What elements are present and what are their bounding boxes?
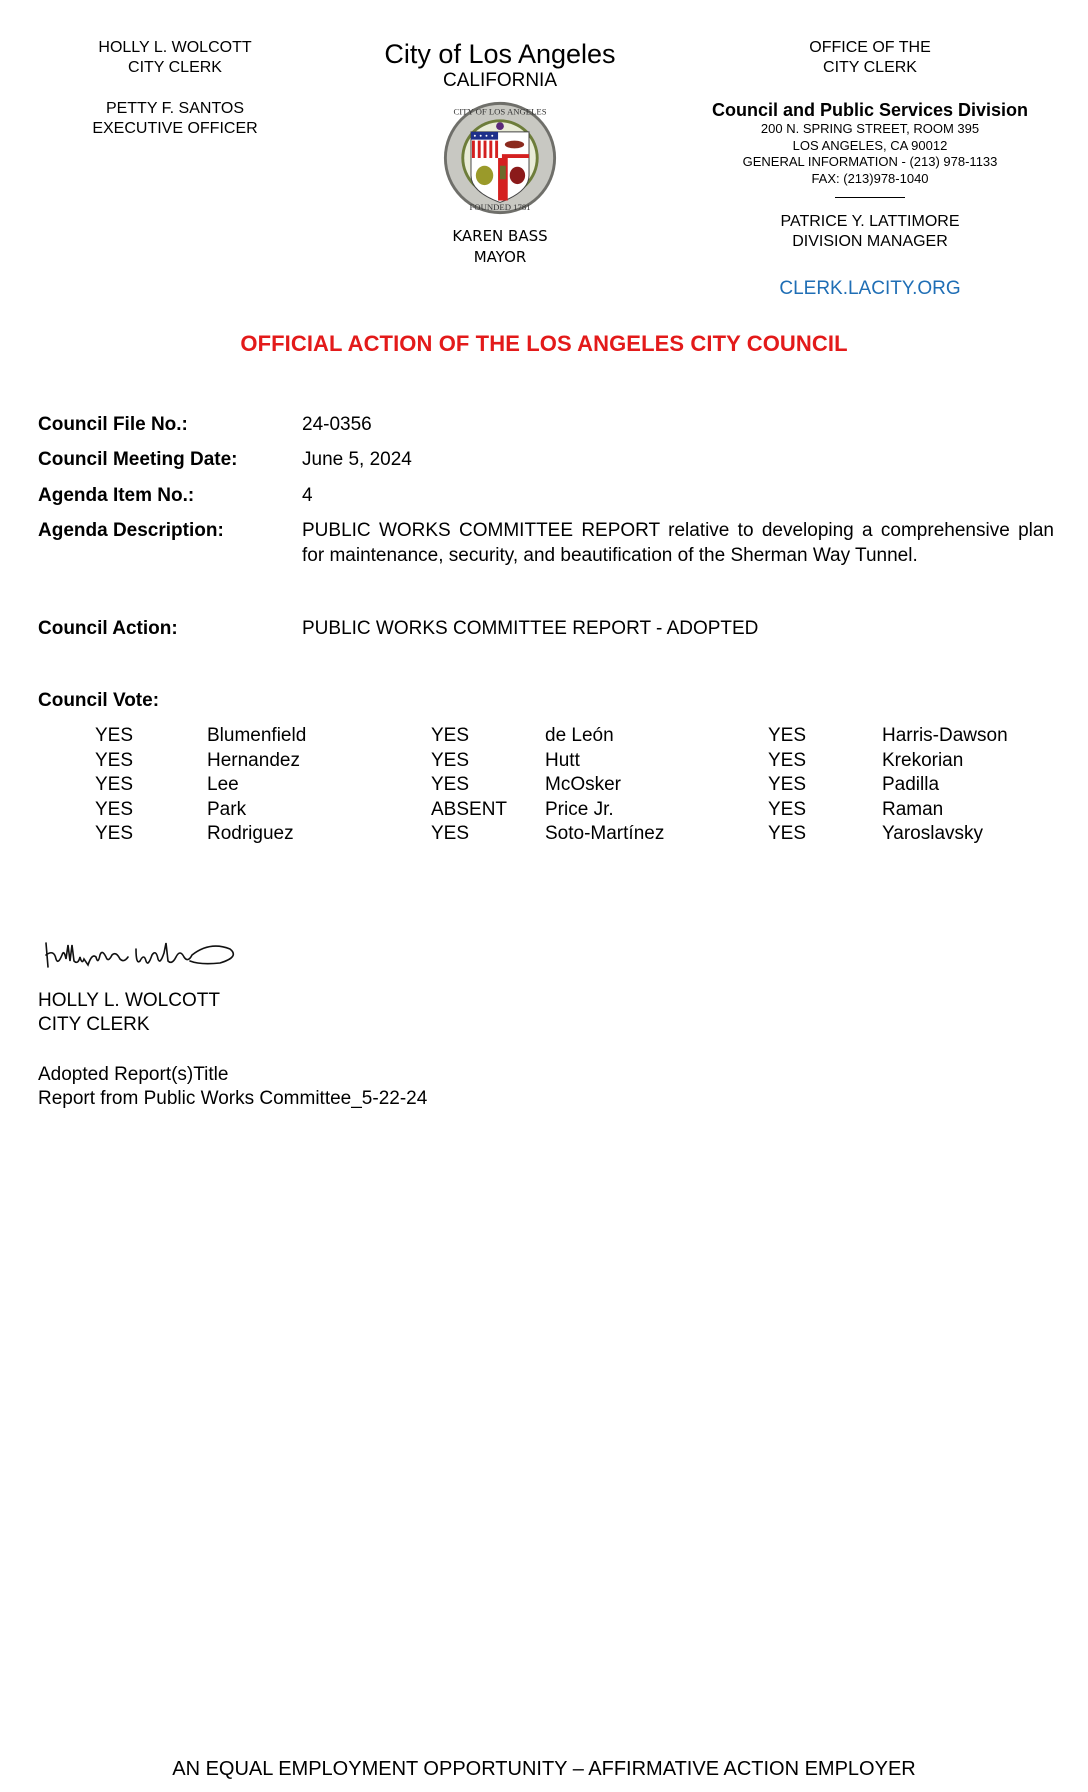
- city-title: City of Los Angeles: [384, 39, 616, 69]
- vote-value: YES: [768, 725, 807, 746]
- council-member-name: Yaroslavsky: [882, 823, 984, 844]
- clerk-name: HOLLY L. WOLCOTT: [98, 39, 252, 56]
- council-member-name: Price Jr.: [545, 798, 614, 820]
- vote-value: YES: [431, 823, 470, 844]
- manager-title: DIVISION MANAGER: [792, 233, 948, 250]
- clerk-title: CITY CLERK: [128, 59, 222, 76]
- agenda-item-label: Agenda Item No.:: [38, 485, 195, 506]
- mayor-name: KAREN BASS: [452, 227, 548, 245]
- council-member-name: Hernandez: [207, 749, 300, 771]
- signatory-block: [38, 989, 220, 1037]
- manager-name: PATRICE Y. LATTIMORE: [780, 213, 960, 230]
- vote-value: YES: [768, 749, 807, 771]
- seal-text-top: CITY OF LOS ANGELES: [453, 106, 547, 117]
- header-left-block: [40, 38, 310, 139]
- header-right-block: [680, 38, 1060, 300]
- address-line-1: 200 N. SPRING STREET, ROOM 395: [760, 121, 980, 136]
- vote-value: YES: [95, 823, 134, 844]
- vote-value: YES: [768, 798, 807, 820]
- adopted-reports-block: [38, 1063, 427, 1111]
- council-member-name: McOsker: [545, 774, 621, 795]
- adopted-report-item[interactable]: Report from Public Works Committee_5-22-24: [38, 1088, 428, 1109]
- address-line-2: LOS ANGELES, CA 90012: [792, 137, 948, 153]
- signature-icon: [40, 935, 250, 975]
- fax-number: FAX: (213)978-1040: [811, 170, 929, 186]
- city-seal-icon: [442, 100, 558, 216]
- agenda-description-value: PUBLIC WORKS COMMITTEE REPORT relative to developing a comprehensive plan for maintenance, security, and beautification of the Sherman Way Tunnel.: [302, 520, 1054, 566]
- general-info-phone: GENERAL INFORMATION - (213) 978-1133: [742, 154, 998, 169]
- vote-value: ABSENT: [431, 798, 508, 820]
- council-member-name: Blumenfield: [207, 725, 307, 746]
- office-line-2: CITY CLERK: [823, 59, 917, 76]
- agenda-description-label: Agenda Description:: [38, 520, 224, 541]
- mayor-title: MAYOR: [473, 248, 527, 266]
- council-action-value: PUBLIC WORKS COMMITTEE REPORT - ADOPTED: [302, 618, 759, 639]
- council-member-name: Park: [207, 798, 247, 820]
- council-action-label: Council Action:: [38, 618, 178, 639]
- signatory-title: CITY CLERK: [38, 1014, 150, 1035]
- executive-title: EXECUTIVE OFFICER: [92, 120, 258, 137]
- executive-name: PETTY F. SANTOS: [105, 100, 245, 117]
- agenda-item-value: 4: [302, 485, 313, 506]
- file-no-value: 24-0356: [302, 414, 372, 435]
- council-member-name: de León: [545, 725, 614, 746]
- signatory-name: HOLLY L. WOLCOTT: [38, 990, 220, 1011]
- office-line-1: OFFICE OF THE: [809, 39, 931, 56]
- council-vote-label: Council Vote:: [38, 690, 160, 711]
- council-member-name: Hutt: [545, 749, 580, 771]
- meeting-date-label: Council Meeting Date:: [38, 449, 238, 470]
- divider: [835, 197, 905, 198]
- vote-value: YES: [431, 725, 470, 746]
- council-member-name: Krekorian: [882, 749, 964, 771]
- meeting-date-value: June 5, 2024: [302, 449, 412, 470]
- council-member-name: Raman: [882, 798, 944, 820]
- mayor-block: [360, 226, 640, 268]
- vote-value: YES: [95, 749, 134, 771]
- vote-value: YES: [768, 774, 807, 795]
- vote-value: YES: [431, 774, 470, 795]
- vote-value: YES: [95, 774, 134, 795]
- adopted-reports-heading: Adopted Report(s)Title: [38, 1064, 229, 1085]
- division-name: Council and Public Services Division: [711, 100, 1029, 120]
- council-member-name: Lee: [207, 774, 239, 795]
- header-center-block: [360, 38, 640, 268]
- file-no-label: Council File No.:: [38, 414, 188, 435]
- council-member-name: Harris-Dawson: [882, 725, 1008, 746]
- website-link[interactable]: CLERK.LACITY.ORG: [779, 278, 961, 299]
- vote-value: YES: [95, 798, 134, 820]
- council-member-name: Soto-Martínez: [545, 823, 665, 844]
- seal-text-bottom: FOUNDED 1781: [469, 202, 531, 213]
- state-name: CALIFORNIA: [442, 70, 558, 91]
- council-member-name: Padilla: [882, 774, 940, 795]
- council-member-name: Rodriguez: [207, 823, 294, 844]
- vote-value: YES: [95, 725, 134, 746]
- vote-value: YES: [431, 749, 470, 771]
- footer-statement: AN EQUAL EMPLOYMENT OPPORTUNITY – AFFIRMATIVE ACTION EMPLOYER: [172, 1758, 916, 1780]
- document-title: OFFICIAL ACTION OF THE LOS ANGELES CITY COUNCIL: [240, 331, 848, 356]
- vote-value: YES: [768, 823, 807, 844]
